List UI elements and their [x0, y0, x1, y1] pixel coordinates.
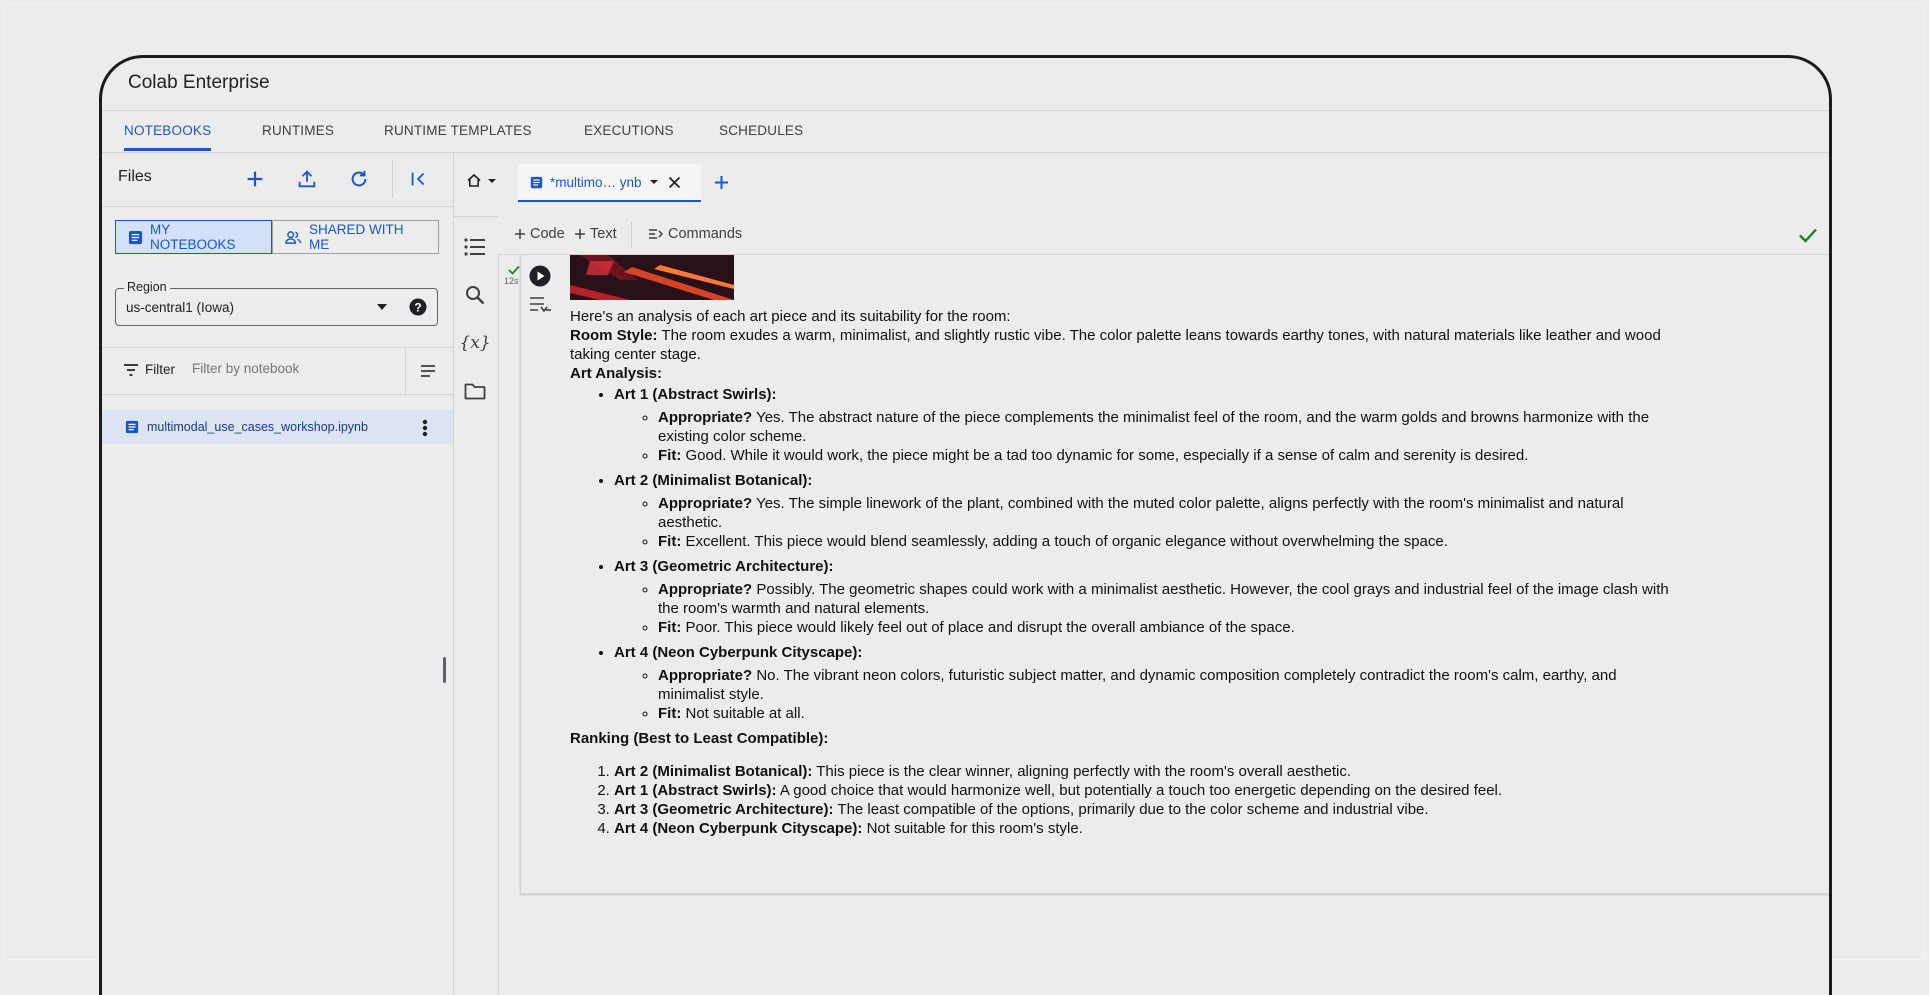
list-item: ◦ Appropriate? Yes. The simple linework of the plant, combined with the muted color palette, aligns perfectly with the room's minimalist and natural aesthetic. — [658, 494, 1685, 532]
add-text-label: Text — [590, 226, 617, 242]
list-item: ◦ Fit: Not suitable at all. — [658, 704, 1685, 723]
svg-text:?: ? — [414, 300, 422, 315]
toc-icon — [464, 238, 486, 256]
list-item: ◦ Fit: Excellent. This piece would blend seamlessly, adding a touch of organic elegance without overwhelming the space. — [658, 532, 1685, 551]
variables-icon — [459, 332, 491, 354]
close-icon[interactable] — [668, 176, 681, 189]
room-style-text: The room exudes a warm, minimalist, and slightly rustic vibe. The color palette leans towards earthy tones, with natural materials like leather and wood taking center stage. — [570, 327, 1661, 363]
ranking-list — [570, 762, 1685, 838]
shared-with-me-label: SHARED WITH ME — [309, 222, 404, 252]
panel-resize-handle[interactable] — [443, 657, 446, 683]
shared-with-me-toggle[interactable] — [272, 220, 439, 254]
output-image — [570, 255, 734, 300]
list-item: 1. Art 2 (Minimalist Botanical): This piece is the clear winner, aligning perfectly with the room's overall aesthetic. — [614, 762, 1685, 781]
notebook-tab[interactable] — [518, 164, 701, 202]
check-icon — [1798, 227, 1818, 243]
region-select[interactable] — [115, 280, 438, 326]
collapse-panel-icon — [408, 168, 430, 190]
tab-runtime-templates[interactable]: RUNTIME TEMPLATES — [384, 123, 532, 138]
help-icon[interactable] — [409, 298, 427, 316]
notebook-icon — [125, 420, 139, 434]
list-item: 2. Art 1 (Abstract Swirls): A good choice that would harmonize well, but potentially a touch too energetic depending on the desired feel. — [614, 781, 1685, 800]
room-style-paragraph — [570, 326, 1685, 364]
list-item: 4. Art 4 (Neon Cyberpunk Cityscape): Not suitable for this room's style. — [614, 819, 1685, 838]
add-icon — [574, 228, 586, 240]
list-item: • Art 2 (Minimalist Botanical): ◦ Appropriate? Yes. The simple linework of the plant, combined with the muted color palette, aligns perfectly with the room's minimalist and natural aesthetic. ◦ Fit: Excellent. This piece would blend seamlessly, adding a touch of organic elegance without overwhelming the space. — [614, 471, 1685, 551]
toolbar-divider — [631, 222, 632, 248]
upload-icon — [296, 168, 318, 190]
files-button[interactable] — [462, 378, 488, 404]
list-item: ◦ Appropriate? No. The vibrant neon colors, futuristic subject matter, and dynamic composition completely contradict the room's calm, earthy, and minimalist style. — [658, 666, 1685, 704]
commands-button[interactable] — [648, 226, 742, 242]
svg-text:{x}: {x} — [459, 333, 491, 353]
list-item: • Art 1 (Abstract Swirls): ◦ Appropriate? Yes. The abstract nature of the piece complements the minimalist feel of the room, and the warm golds and browns harmonize with the existing color scheme. ◦ Fit: Good. While it would work, the piece might be a tad too dynamic for some, especially if a sense of calm and serenity is desired. — [614, 385, 1685, 465]
filter-divider — [405, 348, 406, 394]
filter-label — [123, 362, 175, 377]
search-icon — [465, 285, 485, 305]
list-item: ◦ Appropriate? Possibly. The geometric shapes could work with a minimalist aesthetic. However, the cool grays and industrial feel of the image clash with the room's warmth and natural elements. — [658, 580, 1685, 618]
ranking-heading: Ranking (Best to Least Compatible): — [570, 730, 829, 747]
file-name: multimodal_use_cases_workshop.ipynb — [147, 420, 368, 434]
tab-executions[interactable]: EXECUTIONS — [584, 123, 674, 138]
region-value: us-central1 (Iowa) — [126, 300, 235, 315]
art-analysis-heading: Art Analysis: — [570, 365, 662, 382]
commands-icon — [648, 228, 664, 240]
markdown-output — [570, 307, 1685, 838]
code-cell — [504, 254, 1829, 894]
folder-icon — [464, 382, 486, 400]
notebook-tab-label: *multimo… ynb — [550, 174, 642, 190]
filter-icon — [123, 363, 139, 377]
more-vert-icon[interactable] — [422, 419, 428, 437]
new-notebook-button[interactable] — [240, 164, 270, 194]
list-item: • Art 4 (Neon Cyberpunk Cityscape): ◦ Appropriate? No. The vibrant neon colors, futuristic subject matter, and dynamic composition completely contradict the room's calm, earthy, and minimalist style. ◦ Fit: Not suitable at all. — [614, 643, 1685, 723]
filter-bar — [102, 347, 453, 395]
filter-text: Filter — [145, 362, 175, 377]
list-item: ◦ Fit: Poor. This piece would likely feel out of place and disrupt the overall ambiance of the space. — [658, 618, 1685, 637]
add-icon — [514, 228, 526, 240]
sort-lines-icon[interactable] — [420, 364, 436, 378]
notebook-tab-bar — [453, 152, 1829, 217]
check-icon — [508, 265, 520, 275]
home-icon — [467, 174, 481, 187]
room-style-label: Room Style: — [570, 327, 658, 344]
commands-label: Commands — [668, 226, 743, 242]
dropdown-arrow-icon — [488, 178, 496, 184]
run-icon — [529, 265, 551, 287]
dropdown-arrow-icon — [376, 302, 388, 312]
files-title: Files — [118, 168, 152, 185]
variables-button[interactable] — [459, 330, 491, 356]
list-item: • Art 3 (Geometric Architecture): ◦ Appropriate? Possibly. The geometric shapes could work with a minimalist aesthetic. However, the cool grays and industrial feel of the image clash with the room's warmth and natural elements. ◦ Fit: Poor. This piece would likely feel out of place and disrupt the overall ambiance of the space. — [614, 557, 1685, 637]
main-nav-tabs — [102, 110, 1829, 153]
divider — [102, 206, 453, 207]
add-icon — [244, 168, 266, 190]
filter-input[interactable] — [192, 361, 402, 376]
list-item: ◦ Appropriate? Yes. The abstract nature of the piece complements the minimalist feel of the room, and the warm golds and browns harmonize with the existing color scheme. — [658, 408, 1685, 446]
intro-text: Here's an analysis of each art piece and its suitability for the room: — [570, 308, 1011, 325]
tab-runtimes[interactable]: RUNTIMES — [262, 123, 335, 138]
refresh-button[interactable] — [344, 164, 374, 194]
new-tab-button[interactable] — [713, 174, 730, 196]
execution-time: 12s — [504, 276, 519, 286]
shared-people-icon — [285, 230, 302, 245]
add-text-cell-button[interactable] — [574, 226, 617, 242]
refresh-icon — [348, 168, 370, 190]
art-analysis-list — [570, 385, 1685, 723]
notebook-toolbar — [498, 216, 1829, 255]
files-panel — [102, 152, 454, 995]
chevron-down-icon[interactable] — [650, 179, 658, 185]
home-button[interactable] — [467, 174, 496, 187]
region-label: Region — [124, 280, 170, 294]
app-window — [99, 55, 1832, 995]
tab-notebooks[interactable]: NOTEBOOKS — [124, 111, 211, 151]
notebook-icon — [128, 230, 143, 245]
run-cell-button[interactable] — [529, 265, 551, 287]
my-notebooks-label: MY NOTEBOOKS — [150, 222, 236, 252]
my-notebooks-toggle[interactable] — [115, 220, 272, 254]
search-button[interactable] — [462, 282, 488, 308]
output-options-button[interactable] — [529, 295, 553, 315]
tool-rail — [453, 216, 499, 995]
notebook-icon — [530, 176, 543, 189]
table-of-contents-button[interactable] — [462, 234, 488, 260]
file-list-item[interactable] — [102, 410, 453, 444]
add-icon — [713, 174, 730, 191]
tab-schedules[interactable]: SCHEDULES — [719, 123, 804, 138]
add-code-cell-button[interactable] — [514, 226, 565, 242]
add-code-label: Code — [530, 226, 565, 242]
output-options-icon — [529, 295, 553, 315]
list-item: 3. Art 3 (Geometric Architecture): The least compatible of the options, primarily due to the color scheme and industrial vibe. — [614, 800, 1685, 819]
collapse-panel-button[interactable] — [404, 164, 434, 194]
upload-button[interactable] — [292, 164, 322, 194]
list-item: ◦ Fit: Good. While it would work, the piece might be a tad too dynamic for some, especially if a sense of calm and serenity is desired. — [658, 446, 1685, 465]
header-divider — [392, 160, 393, 198]
app-title: Colab Enterprise — [128, 72, 270, 93]
